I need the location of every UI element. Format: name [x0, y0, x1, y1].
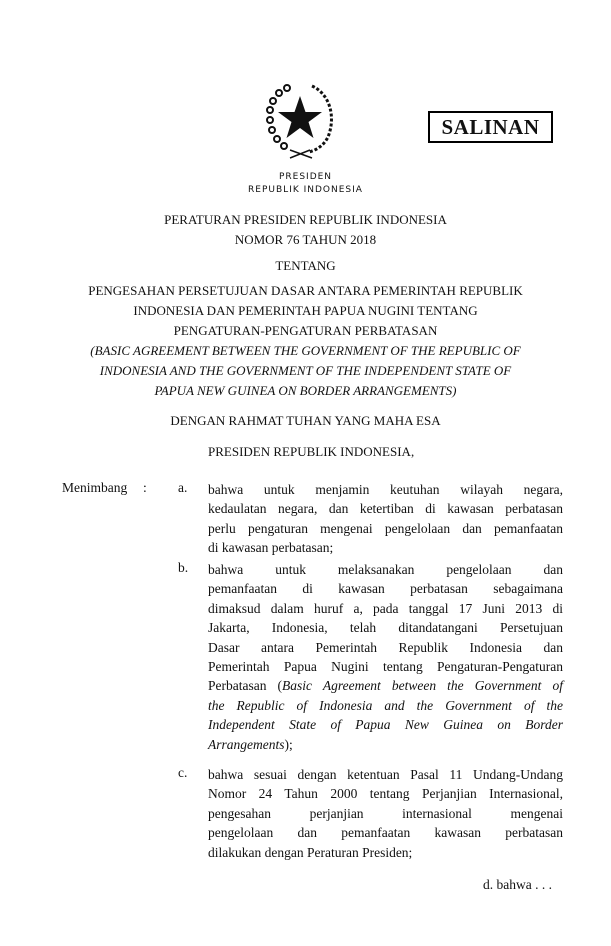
- subject-english-line: (BASIC AGREEMENT BETWEEN THE GOVERNMENT OF THE REPUBLIC OF: [90, 343, 521, 358]
- item-line: di kawasan perbatasan;: [208, 540, 334, 556]
- item-line: bahwa sesuai dengan ketentuan Pasal 11 Undang-Undang: [208, 767, 563, 782]
- salinan-stamp: SALINAN: [428, 111, 553, 143]
- presidential-emblem-icon: [262, 82, 338, 160]
- continuation-marker: d. bahwa . . .: [483, 877, 552, 892]
- subject-english-line: PAPUA NEW GUINEA ON BORDER ARRANGEMENTS): [154, 383, 457, 398]
- president-heading: PRESIDEN REPUBLIK INDONESIA,: [208, 444, 415, 459]
- item-line: pemanfaatan di kawasan perbatasan sebagaimana: [208, 581, 563, 597]
- item-line: perlu pengaturan mengenai pengelolaan dan pemanfaatan: [208, 520, 563, 536]
- item-line: dimaksud dalam huruf a, pada tanggal 17 Juni 2013 di: [208, 600, 563, 616]
- regulation-number: NOMOR 76 TAHUN 2018: [234, 232, 377, 247]
- item-letter: a.: [178, 480, 188, 495]
- item-line: Perbatasan (Basic Agreement between the Government of: [208, 678, 563, 694]
- item-line: Nomor 24 Tahun 2000 tentang Perjanjian Internasional,: [208, 786, 563, 802]
- item-line: the Republic of Indonesia and the Government of the: [208, 697, 563, 713]
- menimbang-label: Menimbang: [62, 480, 128, 495]
- item-line: Arrangements);: [208, 736, 293, 752]
- item-line: Jakarta, Indonesia, telah ditandatangani Persetujuan: [208, 620, 563, 636]
- item-line: Pemerintah Papua Nugini tentang Pengaturan-Pengaturan: [208, 659, 563, 674]
- regulation-title: PERATURAN PRESIDEN REPUBLIK INDONESIA: [164, 212, 447, 227]
- subject-line: PENGATURAN-PENGATURAN PERBATASAN: [173, 323, 438, 338]
- item-line: bahwa untuk menjamin keutuhan wilayah negara,: [208, 482, 563, 497]
- invocation: DENGAN RAHMAT TUHAN YANG MAHA ESA: [170, 413, 441, 428]
- menimbang-colon: :: [143, 480, 147, 495]
- item-letter: b.: [178, 560, 189, 575]
- office-line2: REPUBLIK INDONESIA: [248, 185, 363, 195]
- item-line: bahwa untuk melaksanakan pengelolaan dan: [208, 562, 563, 577]
- item-letter: c.: [178, 765, 188, 780]
- item-line: pengelolaan dan pemanfaatan kawasan perbatasan: [208, 825, 563, 841]
- office-line1: PRESIDEN: [278, 172, 333, 182]
- tentang-heading: TENTANG: [275, 258, 336, 273]
- item-line: Independent State of Papua New Guinea on Border: [208, 717, 563, 733]
- item-line: kedaulatan negara, dan ketertiban di kawasan perbatasan: [208, 501, 563, 517]
- subject-english-line: INDONESIA AND THE GOVERNMENT OF THE INDEPENDENT STATE OF: [99, 363, 512, 378]
- subject-line: INDONESIA DAN PEMERINTAH PAPUA NUGINI TENTANG: [133, 303, 478, 318]
- item-line: Dasar antara Pemerintah Republik Indonesia dan: [208, 639, 563, 655]
- subject-line: PENGESAHAN PERSETUJUAN DASAR ANTARA PEMERINTAH REPUBLIK: [88, 283, 523, 298]
- item-line: dilakukan dengan Peraturan Presiden;: [208, 844, 413, 860]
- item-line: pengesahan perjanjian internasional mengenai: [208, 805, 563, 821]
